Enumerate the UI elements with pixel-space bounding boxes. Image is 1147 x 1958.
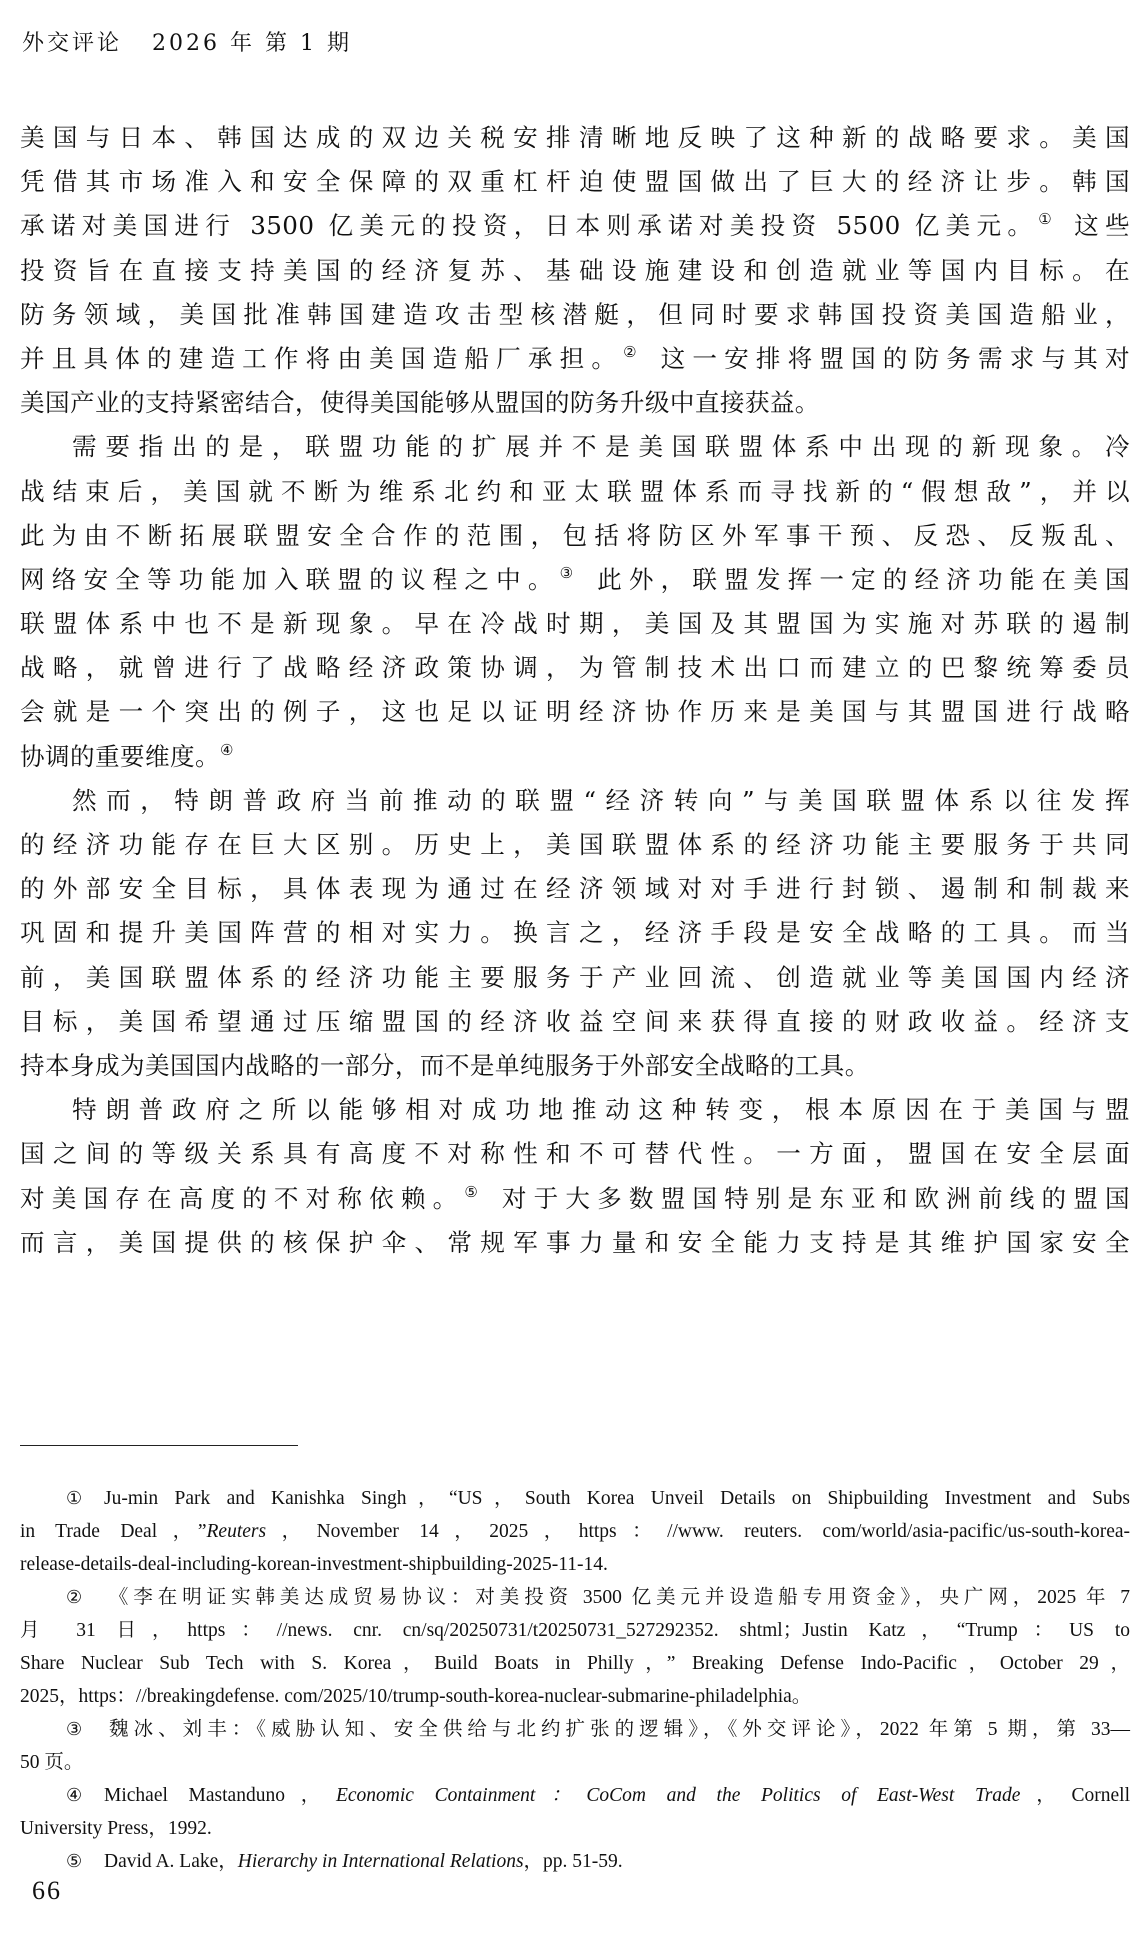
text-line: 防务领域，美国批准韩国建造攻击型核潜艇，但同时要求韩国投资美国造船业， bbox=[20, 299, 1130, 329]
book-title: Hierarchy in International Relations bbox=[237, 1851, 524, 1872]
text-line: 对美国存在高度的不对称依赖。⑤ 对于大多数盟国特别是东亚和欧洲前线的盟国 bbox=[20, 1182, 1130, 1213]
text-line: 美国产业的支持紧密结合，使得美国能够从盟国的防务升级中直接获益。 bbox=[20, 388, 820, 418]
footnote-ref-4[interactable]: ④ bbox=[219, 740, 234, 759]
footnote-ref-3[interactable]: ③ bbox=[559, 563, 581, 582]
footnote-5: ⑤ David A. Lake，Hierarchy in International Relations，pp. 51-59. bbox=[20, 1845, 1130, 1878]
footnote-divider bbox=[20, 1445, 298, 1446]
text-line: 的外部安全目标，具体表现为通过在经济领域对对手进行封锁、遏制和制裁来 bbox=[20, 874, 1130, 904]
footnote-line: 50 页。 bbox=[20, 1752, 84, 1773]
text-line: 投资旨在直接支持美国的经济复苏、基础设施建设和创造就业等国内目标。在 bbox=[20, 255, 1130, 285]
book-title: Economic Containment：CoCom and the Politics of East-West Trade bbox=[335, 1785, 1021, 1806]
text-line: 并且具体的建造工作将由美国造船厂承担。② 这一安排将盟国的防务需求与其对 bbox=[20, 342, 1130, 373]
text-line: 承诺对美国进行 3500 亿美元的投资，日本则承诺对美投资 5500 亿美元。① 这些 bbox=[20, 210, 1130, 241]
footnote-ref-1[interactable]: ① bbox=[1038, 210, 1059, 229]
footnote-3: ③ 魏冰、刘丰：《威胁认知、安全供给与北约扩张的逻辑》，《外交评论》，2022 年第 5 期，第 33— bbox=[20, 1713, 1130, 1746]
text-line: 凭借其市场准入和安全保障的双重杠杆迫使盟国做出了巨大的经济让步。韩国 bbox=[20, 167, 1130, 197]
footnote-line: in Trade Deal，”Reuters，November 14，2025，https：//www. reuters. com/world/asia-pacific/us-south-korea- bbox=[20, 1521, 1130, 1542]
paragraph-start: 需要指出的是，联盟功能的扩展并不是美国联盟体系中出现的新现象。冷 bbox=[72, 432, 1130, 462]
paragraph-start: 然而，特朗普政府当前推动的联盟“经济转向”与美国联盟体系以往发挥 bbox=[72, 785, 1130, 815]
text-line: 持本身成为美国国内战略的一部分，而不是单纯服务于外部安全战略的工具。 bbox=[20, 1050, 870, 1080]
page-number: 66 bbox=[32, 1876, 62, 1905]
main-body-text bbox=[20, 116, 1130, 1265]
text-line: 目标，美国希望通过压缩盟国的经济收益空间来获得直接的财政收益。经济支 bbox=[20, 1006, 1130, 1036]
text-line: 此为由不断拓展联盟安全合作的范围，包括将防区外军事干预、反恐、反叛乱、 bbox=[20, 520, 1130, 550]
text-line: 网络安全等功能加入联盟的议程之中。③ 此外，联盟发挥一定的经济功能在美国 bbox=[20, 563, 1130, 594]
text-line: 战略，就曾进行了战略经济政策协调，为管制技术出口而建立的巴黎统筹委员 bbox=[20, 653, 1130, 683]
text-line: 联盟体系中也不是新现象。早在冷战时期，美国及其盟国为实施对苏联的遏制 bbox=[20, 609, 1130, 639]
text-line: 前，美国联盟体系的经济功能主要服务于产业回流、创造就业等美国国内经济 bbox=[20, 962, 1130, 992]
journal-title: 外交评论 bbox=[22, 31, 123, 56]
publication-title: Reuters bbox=[206, 1521, 267, 1542]
text-line: 而言，美国提供的核保护伞、常规军事力量和安全能力支持是其维护国家安全 bbox=[20, 1227, 1130, 1257]
footnote-mark: ⑤ bbox=[66, 1851, 83, 1871]
text-line: 国之间的等级关系具有高度不对称性和不可替代性。一方面，盟国在安全层面 bbox=[20, 1139, 1130, 1169]
text-line: 战结束后，美国就不断为维系北约和亚太联盟体系而寻找新的“假想敌”，并以 bbox=[20, 476, 1130, 506]
text-line: 巩固和提升美国阵营的相对实力。换言之，经济手段是安全战略的工具。而当 bbox=[20, 918, 1130, 948]
text-line: 协调的重要维度。④ bbox=[20, 740, 234, 771]
footnote-ref-2[interactable]: ② bbox=[623, 342, 644, 361]
text-line: 美国与日本、韩国达成的双边关税安排清晰地反映了这种新的战略要求。美国 bbox=[20, 123, 1130, 152]
issue-label: 2026 年 第 1 期 bbox=[152, 31, 352, 56]
footnote-mark: ② bbox=[66, 1587, 83, 1607]
citation-link[interactable]: ，November 14，2025，https：//www. reuters. com/world/asia-pacific/us-south-korea- bbox=[266, 1521, 1130, 1542]
footnote-line[interactable]: release-details-deal-including-korean-investment-shipbuilding-2025-11-14. bbox=[20, 1554, 608, 1575]
footnote-line: University Press，1992. bbox=[20, 1818, 212, 1839]
footnote-mark: ③ bbox=[66, 1719, 83, 1739]
footnote-ref-5[interactable]: ⑤ bbox=[464, 1182, 485, 1201]
text-line: 会就是一个突出的例子，这也足以证明经济协作历来是美国与其盟国进行战略 bbox=[20, 697, 1130, 727]
paragraph-start: 特朗普政府之所以能够相对成功地推动这种转变，根本原因在于美国与盟 bbox=[72, 1095, 1130, 1125]
footnote-mark: ① bbox=[66, 1488, 83, 1508]
footnotes-section bbox=[20, 1482, 1130, 1878]
footnote-line: Share Nuclear Sub Tech with S. Korea，Build Boats in Philly，” Breaking Defense Indo-Pacific，October 29， bbox=[20, 1653, 1130, 1674]
footnote-mark: ④ bbox=[66, 1785, 83, 1805]
running-header bbox=[22, 26, 352, 57]
footnote-2: ② 《李在明证实韩美达成贸易协议：对美投资 3500 亿美元并设造船专用资金》，央广网，2025 年 7 bbox=[20, 1581, 1130, 1614]
footnote-4: ④ Michael Mastanduno，Economic Containment：CoCom and the Politics of East-West Trade，Cornell bbox=[20, 1779, 1130, 1812]
footnote-1: ① Ju-min Park and Kanishka Singh，“US，South Korea Unveil Details on Shipbuilding Investment and Subs bbox=[20, 1482, 1130, 1515]
footnote-line[interactable]: 月 31 日，https：//news. cnr. cn/sq/20250731/t20250731_527292352. shtml；Justin Katz，“Trump：US to bbox=[20, 1620, 1130, 1641]
footnote-line[interactable]: 2025，https：//breakingdefense. com/2025/10/trump-south-korea-nuclear-submarine-philadelphia。 bbox=[20, 1686, 812, 1707]
text-line: 的经济功能存在巨大区别。历史上，美国联盟体系的经济功能主要服务于共同 bbox=[20, 830, 1130, 859]
